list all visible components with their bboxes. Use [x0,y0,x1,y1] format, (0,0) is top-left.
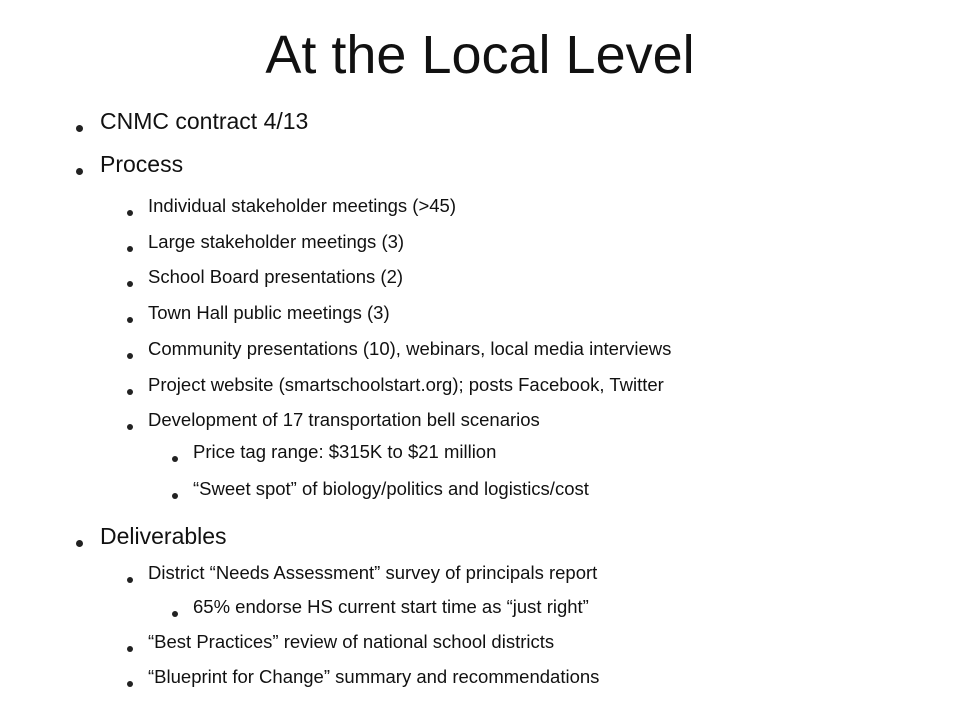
bullet-text: Deliverables [100,523,227,549]
bullet-dot-icon [172,486,178,512]
bullet-dot-icon [172,604,178,630]
slide-title: At the Local Level [265,25,695,85]
bullet-text: Price tag range: $315K to $21 million [193,441,497,462]
bullet-dot-icon [127,570,133,596]
bullet-dot-icon [127,239,133,265]
sub-bullet-item [148,407,540,433]
bullet-dot-icon [127,310,133,336]
bullet-dot-icon [127,346,133,372]
bullet-dot-icon [172,449,178,475]
bullet-text: Community presentations (10), webinars, local media interviews [148,338,672,359]
bullet-dot-icon [76,160,83,190]
bullet-dot-icon [127,274,133,300]
bullet-dot-icon [127,674,133,700]
bullet-item-deliverables [100,521,227,551]
bullet-text: Large stakeholder meetings (3) [148,231,405,252]
bullet-text: CNMC contract 4/13 [100,108,309,134]
bullet-text: Individual stakeholder meetings (>45) [148,195,456,216]
bullet-text: Development of 17 transportation bell scenarios [148,409,540,430]
bullet-text: Project website (smartschoolstart.org); posts Facebook, Twitter [148,374,664,395]
bullet-dot-icon [127,417,133,443]
sub-sub-bullet-item [193,476,589,502]
sub-bullet-item [148,300,390,326]
bullet-text: Town Hall public meetings (3) [148,302,390,323]
sub-bullet-item [148,264,403,290]
sub-bullet-item [148,372,664,398]
bullet-text: Process [100,151,184,177]
sub-bullet-item [148,629,554,655]
bullet-text: “Best Practices” review of national school districts [148,631,555,652]
bullet-text: “Blueprint for Change” summary and recommendations [148,666,600,687]
bullet-dot-icon [76,532,83,562]
sub-sub-bullet-item [193,439,496,465]
sub-bullet-item [148,193,456,219]
bullet-text: “Sweet spot” of biology/politics and logistics/cost [193,478,589,499]
bullet-text: School Board presentations (2) [148,266,404,287]
bullet-item-cnmc-contract [100,106,308,136]
bullet-dot-icon [127,639,133,665]
sub-bullet-item [148,560,597,586]
sub-bullet-item [148,664,599,690]
bullet-dot-icon [76,117,83,147]
bullet-text: 65% endorse HS current start time as “just right” [193,596,589,617]
bullet-dot-icon [127,203,133,229]
sub-bullet-item [148,336,671,362]
bullet-dot-icon [127,382,133,408]
sub-bullet-item [148,229,404,255]
sub-sub-bullet-item [193,594,589,620]
bullet-item-process [100,149,183,179]
bullet-text: District “Needs Assessment” survey of principals report [148,562,598,583]
